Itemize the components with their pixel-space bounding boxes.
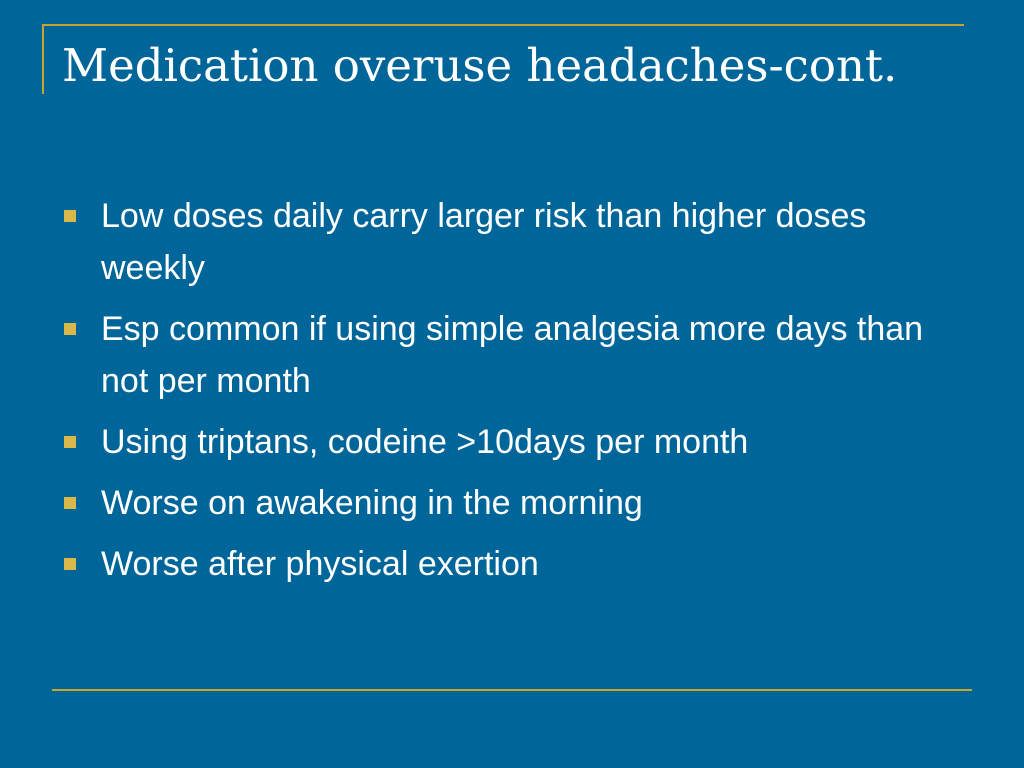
bullet-item [62,416,962,468]
square-bullet-icon [64,558,76,570]
square-bullet-icon [64,210,76,222]
bullet-item [62,477,962,529]
slide-title: Medication overuse headaches-cont. [62,39,898,92]
bullet-text: Worse on awakening in the morning [101,484,643,522]
title-frame-top-line [42,24,964,26]
square-bullet-icon [64,497,76,509]
bullet-text: Esp common if using simple analgesia more days than not per month [101,310,924,400]
bullet-text: Using triptans, codeine >10days per month [101,423,749,461]
square-bullet-icon [64,436,76,448]
square-bullet-icon [64,323,76,335]
bullet-item [62,190,962,294]
bullet-text: Low doses daily carry larger risk than higher doses weekly [101,197,867,287]
footer-divider [52,689,972,691]
bullet-item [62,538,962,590]
bullet-item [62,303,962,407]
bullet-text: Worse after physical exertion [101,545,539,583]
title-frame-left-line [42,24,44,94]
bullet-list [62,190,962,599]
